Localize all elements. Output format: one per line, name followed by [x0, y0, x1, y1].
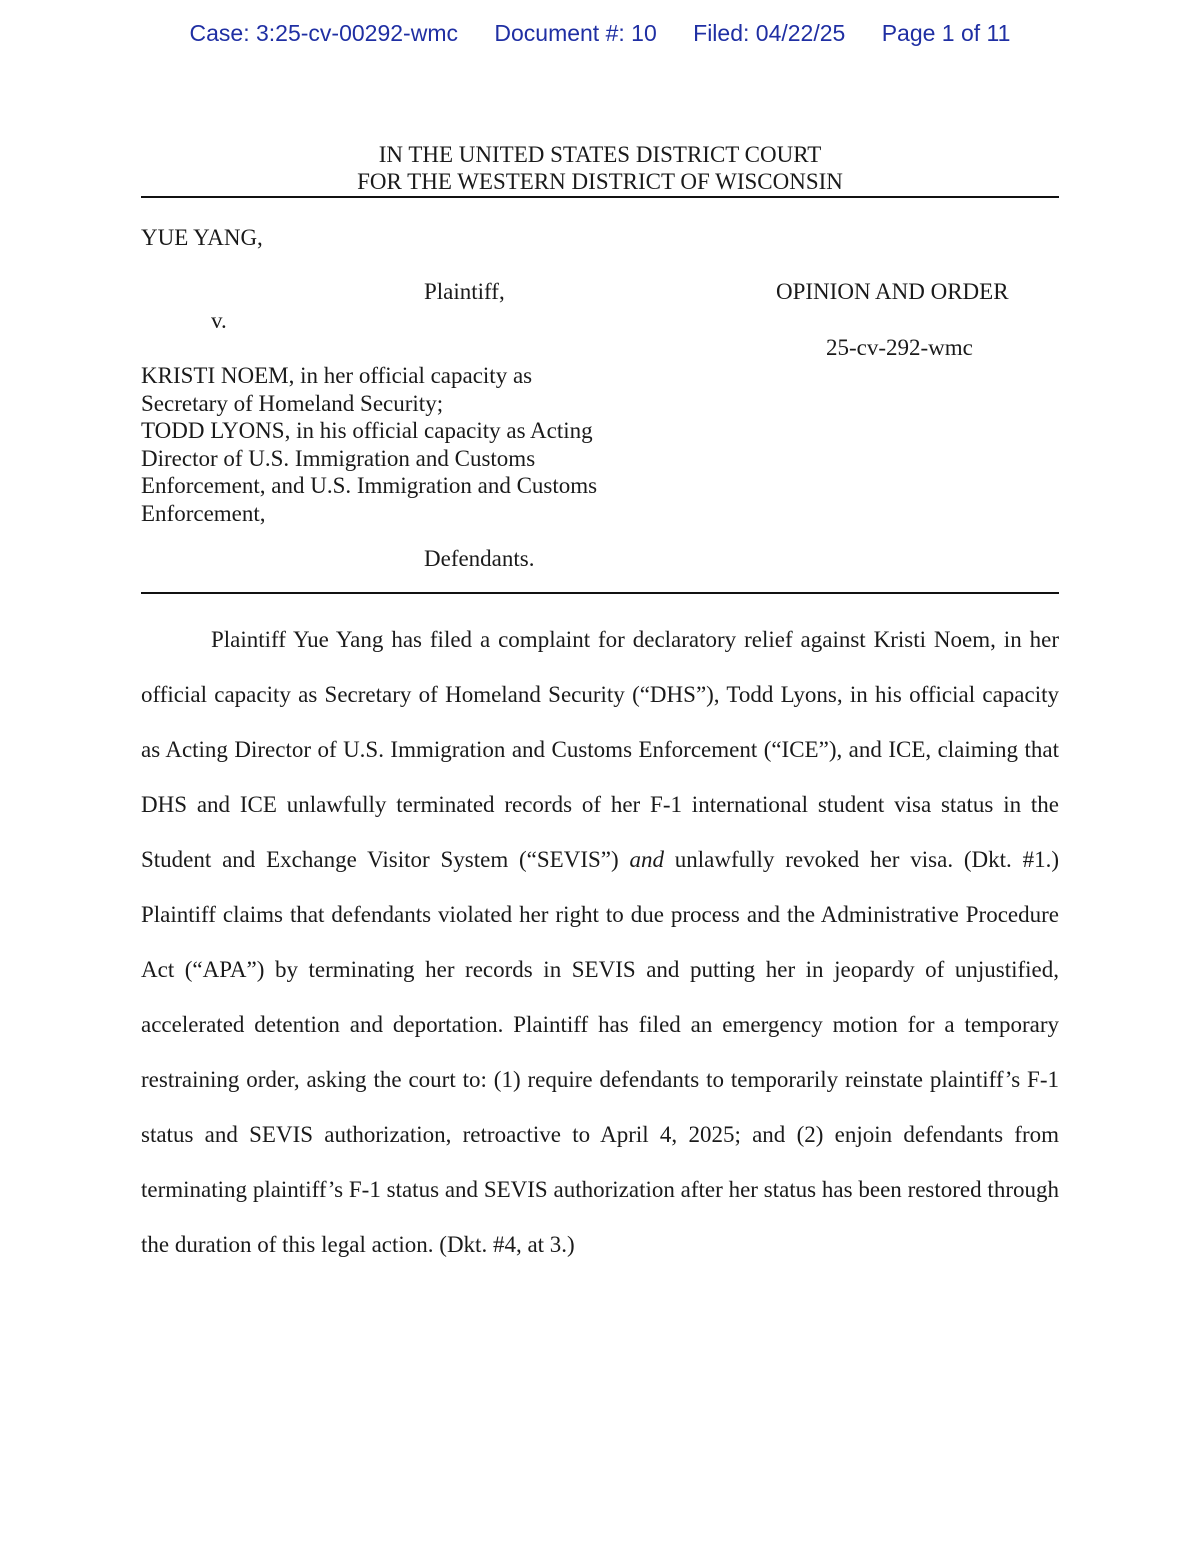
paragraph-text-part-2: unlawfully revoked her visa. (Dkt. #1.) Plaintiff claims that defendants violated her right to due process and the Administrative Procedure Act (“APA”) by terminating her records in SEVIS and putting her in jeopardy of unjustified, accelerated detention and deportation. Plaintiff has filed an emergency motion for a temporary restraining order, asking the court to: (1) require defendants to temporarily reinstate plaintiff’s F-1 status and SEVIS authorization, retroactive to April 4, 2025; and (2) enjoin defendants from terminating plaintiff’s F-1 status and SEVIS authorization after her status has been restored through the duration of this legal action. (Dkt. #4, at 3.) — [141, 847, 1059, 1257]
defendants-list — [141, 362, 597, 527]
caption-top-rule — [141, 196, 1059, 198]
paragraph-text-part-1: Plaintiff Yue Yang has filed a complaint for declaratory relief against Kristi Noem, in her official capacity as Secretary of Homeland Security (“DHS”), Todd Lyons, in his official capacity as Acting Director of U.S. Immigration and Customs Enforcement (“ICE”), and ICE, claiming that DHS and ICE unlawfully terminated records of her F-1 international student visa status in the Student and Exchange Visitor System (“SEVIS”) — [141, 627, 1059, 872]
court-heading-line-2: FOR THE WESTERN DISTRICT OF WISCONSIN — [357, 169, 843, 194]
defendant-line: Director of U.S. Immigration and Customs — [141, 445, 536, 471]
plaintiff-name: YUE YANG, — [141, 225, 263, 250]
caption-bottom-rule — [141, 592, 1059, 594]
header-document-number: Document #: 10 — [494, 20, 657, 46]
defendant-line: Secretary of Homeland Security; — [141, 390, 444, 416]
court-heading — [0, 141, 1200, 195]
plaintiff-label: Plaintiff, — [424, 279, 505, 304]
defendants-label: Defendants. — [424, 546, 535, 571]
defendant-line: Enforcement, — [141, 500, 266, 526]
case-number: 25-cv-292-wmc — [826, 335, 973, 360]
header-filed-date: Filed: 04/22/25 — [693, 20, 846, 46]
versus: v. — [211, 308, 227, 333]
header-page-number: Page 1 of 11 — [881, 20, 1011, 46]
header-case-number: Case: 3:25-cv-00292-wmc — [189, 20, 458, 46]
court-heading-line-1: IN THE UNITED STATES DISTRICT COURT — [378, 142, 822, 167]
opening-paragraph — [141, 612, 1059, 1272]
ecf-header — [0, 20, 1200, 47]
paragraph-italic-and: and — [629, 847, 664, 872]
defendant-line: TODD LYONS, in his official capacity as Acting — [141, 418, 593, 443]
order-title: OPINION AND ORDER — [776, 279, 1009, 304]
defendant-line: Enforcement, and U.S. Immigration and Customs — [141, 473, 598, 498]
defendant-line: KRISTI NOEM, in her official capacity as — [141, 363, 533, 388]
